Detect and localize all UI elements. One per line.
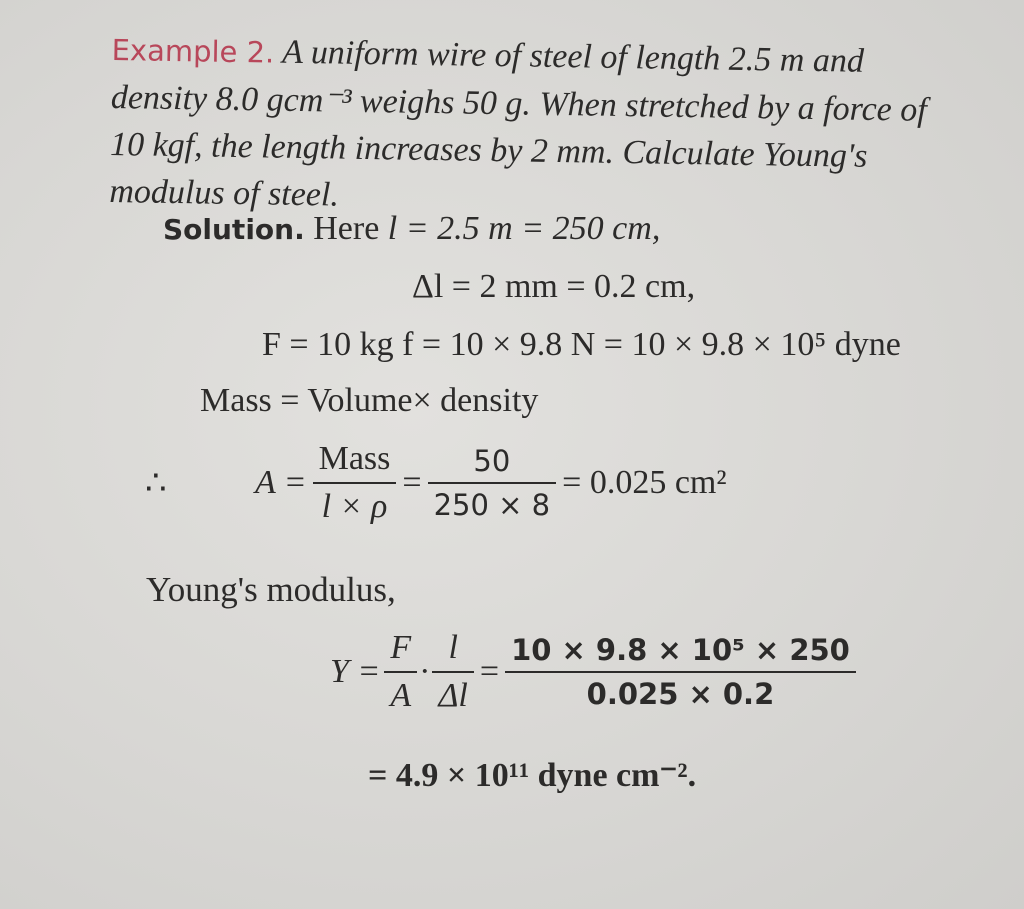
area-fraction-1-denominator: l × ρ bbox=[321, 487, 388, 525]
young-fraction-3-numerator: 10 × 9.8 × 10⁵ × 250 bbox=[505, 633, 856, 673]
young-fraction-1-denominator: A bbox=[390, 677, 412, 714]
young-lhs: Y = bbox=[330, 653, 381, 690]
young-result: = 4.9 × 10¹¹ dyne cm⁻². bbox=[368, 757, 697, 794]
problem-line-4: modulus of steel. bbox=[109, 172, 340, 214]
example-label: Example 2. bbox=[111, 32, 275, 70]
area-result: = 0.025 cm² bbox=[562, 463, 727, 501]
therefore-symbol: ∴ bbox=[145, 464, 167, 502]
young-fraction-1-numerator: F bbox=[384, 629, 417, 673]
problem-text-1: A uniform wire of steel of length 2.5 m and bbox=[281, 33, 865, 80]
young-fraction-3-denominator: 0.025 × 0.2 bbox=[586, 677, 775, 711]
mass-equation: Mass = Volume× density bbox=[200, 382, 539, 419]
length-equation: l = 2.5 m = 250 cm, bbox=[387, 210, 661, 247]
problem-line-2: density 8.0 gcm⁻³ weighs 50 g. When stretched by a force of bbox=[110, 78, 928, 129]
young-fraction-2-numerator: l bbox=[432, 629, 473, 673]
here-word: Here bbox=[313, 210, 380, 247]
young-equals-sign: = bbox=[479, 653, 500, 690]
area-fraction-1-numerator: Mass bbox=[313, 440, 397, 484]
area-lhs: A = bbox=[255, 463, 307, 501]
area-equation bbox=[145, 435, 727, 530]
young-fraction-2 bbox=[432, 629, 473, 715]
young-equation bbox=[330, 622, 856, 722]
young-heading: Young's modulus, bbox=[146, 570, 396, 609]
solution-line-1 bbox=[163, 210, 660, 248]
young-dot: · bbox=[419, 653, 431, 690]
area-equals-sign: = bbox=[402, 463, 422, 501]
solution-label: Solution. bbox=[163, 213, 305, 246]
area-fraction-2-denominator: 250 × 8 bbox=[433, 487, 551, 522]
young-fraction-1 bbox=[384, 629, 417, 715]
young-fraction-2-denominator: Δl bbox=[438, 677, 468, 714]
area-fraction-2-numerator: 50 bbox=[428, 444, 557, 484]
area-fraction-2 bbox=[428, 444, 557, 522]
extension-equation: Δl = 2 mm = 0.2 cm, bbox=[412, 268, 696, 305]
young-fraction-3 bbox=[505, 633, 856, 711]
problem-line-3: 10 kgf, the length increases by 2 mm. Calculate Young's bbox=[109, 125, 868, 175]
force-equation: F = 10 kg f = 10 × 9.8 N = 10 × 9.8 × 10⁵ dyne bbox=[262, 326, 901, 363]
area-fraction-1 bbox=[313, 440, 397, 526]
problem-statement bbox=[109, 26, 992, 229]
